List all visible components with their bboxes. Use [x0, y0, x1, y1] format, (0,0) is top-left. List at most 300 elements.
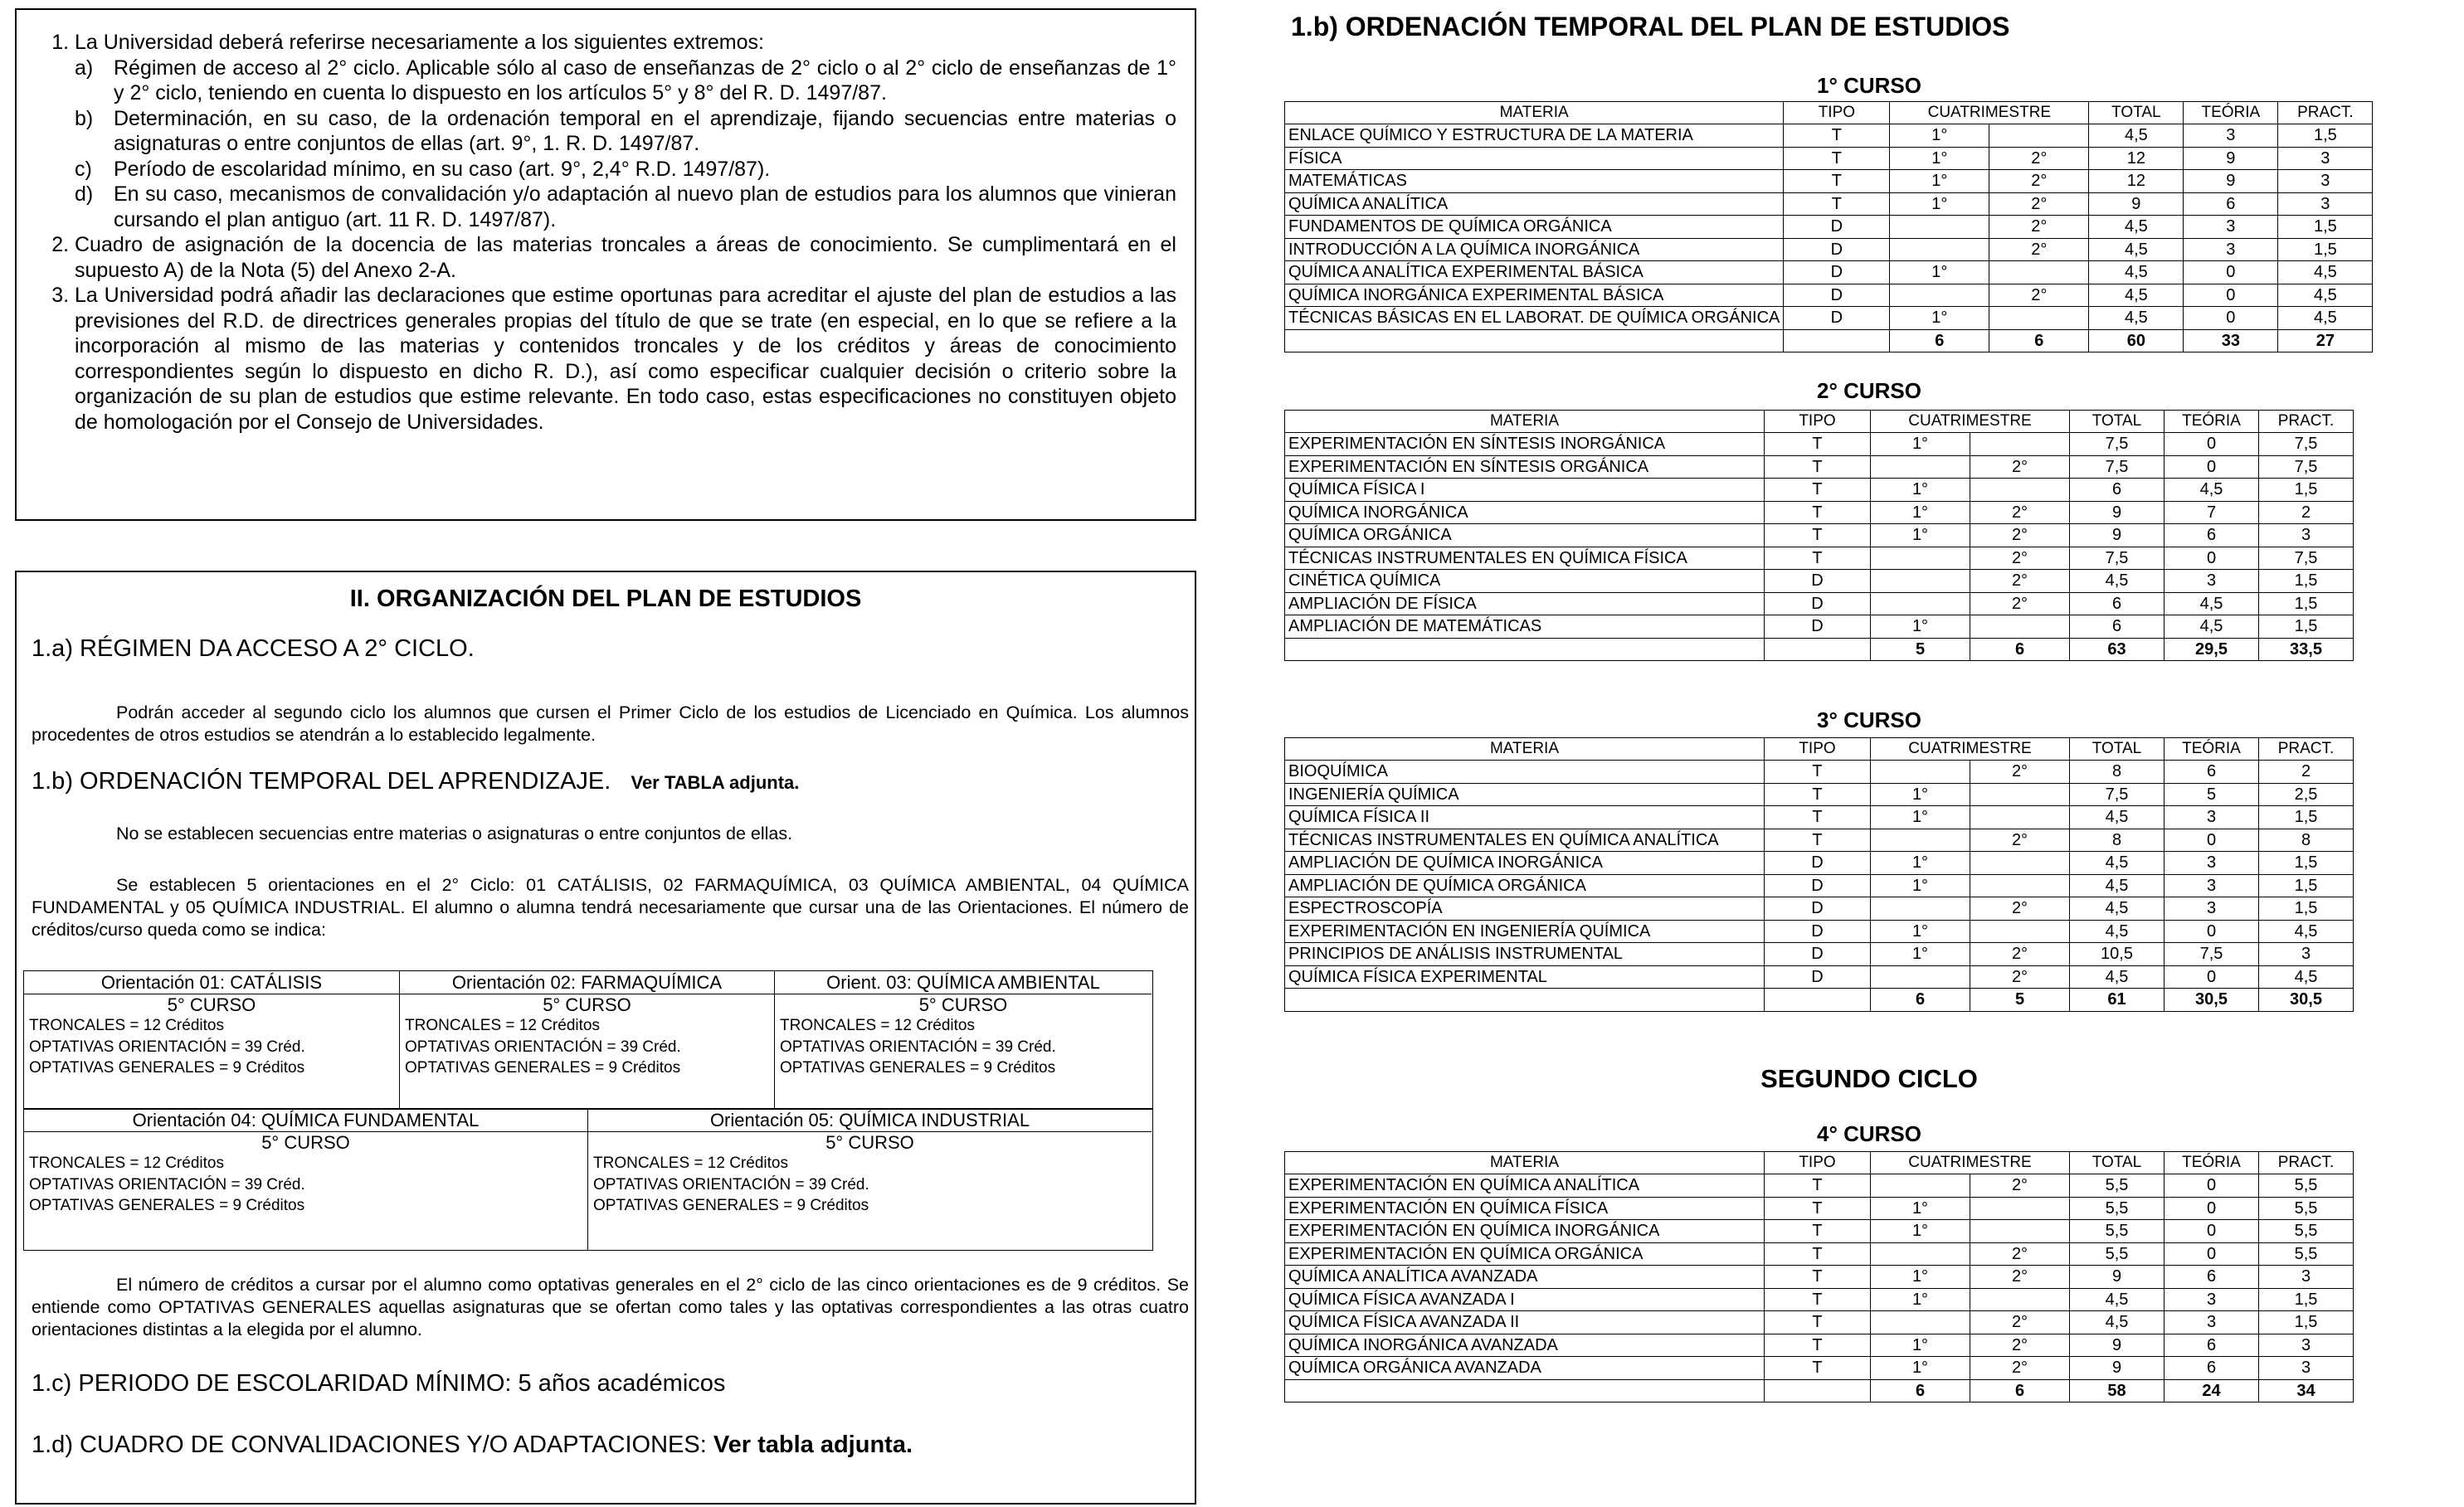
table-row — [1285, 920, 2354, 943]
orientation-line: OPTATIVAS ORIENTACIÓN = 39 Créd. — [29, 1038, 305, 1056]
note-text: En su caso, mecanismos de convalidación y/o adaptación al nuevo plan de estudios para los alumnos que vinieran cursando el plan antiguo (art. 11 R. D. 1497/87). — [114, 182, 1176, 231]
value-cell: T — [1784, 124, 1890, 148]
value-cell: 7,5 — [2070, 455, 2165, 479]
value-cell: 1° — [1890, 170, 1989, 193]
materia-cell: FUNDAMENTOS DE QUÍMICA ORGÁNICA — [1285, 216, 1784, 239]
materia-cell: QUÍMICA ANALÍTICA AVANZADA — [1285, 1266, 1765, 1289]
orientation-01 — [24, 971, 400, 1109]
value-cell: 4,5 — [2278, 307, 2373, 330]
value-cell: 7,5 — [2259, 455, 2354, 479]
value-cell: T — [1765, 1197, 1871, 1220]
note-label: d) — [75, 182, 94, 206]
materia-cell: CINÉTICA QUÍMICA — [1285, 570, 1765, 593]
course-table — [1284, 737, 2354, 1012]
total-cell: 33 — [2184, 329, 2278, 352]
paragraph-1b-1 — [32, 823, 1189, 845]
value-cell: 3 — [2259, 1334, 2354, 1357]
value-cell: T — [1784, 170, 1890, 193]
table-row — [1285, 1311, 2354, 1334]
materia-cell: AMPLIACIÓN DE FÍSICA — [1285, 592, 1765, 615]
value-cell: 2° — [1970, 1357, 2070, 1380]
organization-box — [15, 571, 1196, 1505]
paragraph-creditos — [32, 1274, 1189, 1341]
value-cell: 3 — [2184, 238, 2278, 261]
value-cell: 1° — [1890, 124, 1989, 148]
materia-cell: TÉCNICAS BÁSICAS EN EL LABORAT. DE QUÍMICA ORGÁNICA — [1285, 307, 1784, 330]
column-header: TEÓRIA — [2184, 102, 2278, 124]
value-cell: 8 — [2070, 829, 2165, 852]
materia-cell: EXPERIMENTACIÓN EN SÍNTESIS ORGÁNICA — [1285, 455, 1765, 479]
value-cell: 5,5 — [2070, 1242, 2165, 1266]
note-text: Período de escolaridad mínimo, en su caso (art. 9°, 2,4° R.D. 1497/87). — [114, 157, 771, 181]
value-cell: 2° — [1970, 943, 2070, 966]
table-row — [1285, 570, 2354, 593]
value-cell: 4,5 — [2089, 284, 2184, 307]
value-cell: D — [1765, 852, 1871, 875]
value-cell: 6 — [2070, 592, 2165, 615]
value-cell: D — [1765, 570, 1871, 593]
orientation-header: Orientación 02: FARMAQUÍMICA — [400, 971, 774, 994]
table-row — [1285, 874, 2354, 897]
value-cell: 1,5 — [2259, 592, 2354, 615]
total-cell: 6 — [1970, 1379, 2070, 1402]
column-header: TIPO — [1765, 1152, 1871, 1174]
value-cell — [1989, 124, 2089, 148]
course-4-title: 4° CURSO — [1817, 1121, 1921, 1146]
table-row — [1285, 1220, 2354, 1243]
value-cell: 4,5 — [2259, 920, 2354, 943]
segundo-ciclo-title: SEGUNDO CICLO — [1760, 1064, 1978, 1093]
value-cell: 0 — [2165, 1220, 2259, 1243]
column-header: CUATRIMESTRE — [1890, 102, 2089, 124]
heading-1b-text: 1.b) ORDENACIÓN TEMPORAL DEL APRENDIZAJE. — [32, 768, 611, 795]
heading-1d-text: 1.d) CUADRO DE CONVALIDACIONES Y/O ADAPTACIONES: — [32, 1432, 707, 1458]
value-cell: 1° — [1871, 1334, 1970, 1357]
value-cell: 7,5 — [2165, 943, 2259, 966]
value-cell: 0 — [2165, 1174, 2259, 1198]
column-header: TIPO — [1765, 738, 1871, 761]
orientation-curso: 5° CURSO — [918, 994, 1008, 1015]
value-cell: 2° — [1989, 147, 2089, 170]
value-cell — [1871, 1242, 1970, 1266]
value-cell: 6 — [2165, 1334, 2259, 1357]
total-cell: 6 — [1890, 329, 1989, 352]
table-row — [1285, 592, 2354, 615]
value-cell — [1871, 897, 1970, 921]
course-3-title: 3° CURSO — [1817, 707, 1921, 732]
course-table — [1284, 101, 2373, 352]
materia-cell: ENLACE QUÍMICO Y ESTRUCTURA DE LA MATERIA — [1285, 124, 1784, 148]
note-1c — [75, 157, 1176, 182]
value-cell: 2° — [1970, 1311, 2070, 1334]
value-cell: 9 — [2070, 524, 2165, 547]
value-cell: 3 — [2259, 524, 2354, 547]
orientation-curso: 5° CURSO — [167, 994, 256, 1015]
total-cell: 63 — [2070, 638, 2165, 661]
orientation-line: OPTATIVAS ORIENTACIÓN = 39 Créd. — [29, 1175, 305, 1193]
value-cell: 1,5 — [2259, 897, 2354, 921]
empty-cell — [1765, 1379, 1871, 1402]
value-cell: 0 — [2165, 433, 2259, 456]
value-cell: 1° — [1871, 1357, 1970, 1380]
column-header: PRACT. — [2259, 738, 2354, 761]
value-cell — [1970, 479, 2070, 502]
value-cell: 1° — [1871, 501, 1970, 524]
materia-cell: FÍSICA — [1285, 147, 1784, 170]
value-cell: 5 — [2165, 783, 2259, 806]
table-row — [1285, 170, 2373, 193]
value-cell: 4,5 — [2070, 965, 2165, 989]
materia-cell: QUÍMICA FÍSICA II — [1285, 806, 1765, 829]
value-cell: 4,5 — [2070, 1288, 2165, 1311]
value-cell: 4,5 — [2259, 965, 2354, 989]
value-cell: 1° — [1890, 192, 1989, 216]
total-cell: 30,5 — [2165, 989, 2259, 1012]
value-cell: 1,5 — [2259, 615, 2354, 639]
value-cell: 5,5 — [2259, 1242, 2354, 1266]
value-cell: 3 — [2165, 874, 2259, 897]
value-cell: 0 — [2165, 829, 2259, 852]
value-cell: 1° — [1871, 524, 1970, 547]
table-row — [1285, 783, 2354, 806]
value-cell: 1° — [1871, 943, 1970, 966]
value-cell: 2° — [1970, 1242, 2070, 1266]
total-cell: 6 — [1989, 329, 2089, 352]
table-row — [1285, 1288, 2354, 1311]
value-cell: 4,5 — [2165, 592, 2259, 615]
value-cell: T — [1765, 1357, 1871, 1380]
table-row — [1285, 943, 2354, 966]
value-cell: 6 — [2165, 1357, 2259, 1380]
table-row — [1285, 1357, 2354, 1380]
value-cell: 1,5 — [2259, 1311, 2354, 1334]
materia-cell: TÉCNICAS INSTRUMENTALES EN QUÍMICA ANALÍTICA — [1285, 829, 1765, 852]
table-row — [1285, 455, 2354, 479]
value-cell: 6 — [2070, 479, 2165, 502]
note-text: Determinación, en su caso, de la ordenación temporal en el aprendizaje, fijando secuencias entre materias o asignaturas o entre conjuntos de ellas (art. 9°, 1. R. D. 1497/87. — [114, 106, 1176, 155]
value-cell — [1970, 806, 2070, 829]
column-header: TEÓRIA — [2165, 1152, 2259, 1174]
materia-cell: AMPLIACIÓN DE MATEMÁTICAS — [1285, 615, 1765, 639]
value-cell: T — [1765, 1311, 1871, 1334]
value-cell: 2° — [1970, 761, 2070, 784]
value-cell: 4,5 — [2165, 479, 2259, 502]
empty-cell — [1765, 638, 1871, 661]
value-cell: 7 — [2165, 501, 2259, 524]
totals-row — [1285, 638, 2354, 661]
total-cell: 34 — [2259, 1379, 2354, 1402]
column-header: CUATRIMESTRE — [1871, 1152, 2070, 1174]
value-cell: 2° — [1970, 501, 2070, 524]
value-cell: 1,5 — [2259, 806, 2354, 829]
heading-1c: 1.c) PERIODO DE ESCOLARIDAD MÍNIMO: 5 años académicos — [32, 1370, 726, 1397]
value-cell: D — [1784, 216, 1890, 239]
totals-row — [1285, 1379, 2354, 1402]
value-cell: 3 — [2165, 1288, 2259, 1311]
orientation-line: OPTATIVAS ORIENTACIÓN = 39 Créd. — [593, 1175, 869, 1193]
materia-cell: AMPLIACIÓN DE QUÍMICA ORGÁNICA — [1285, 874, 1765, 897]
total-cell: 33,5 — [2259, 638, 2354, 661]
table-row — [1285, 261, 2373, 284]
value-cell: 8 — [2070, 761, 2165, 784]
value-cell: 7,5 — [2070, 547, 2165, 570]
paragraph-creditos-text: El número de créditos a cursar por el alumno como optativas generales en el 2° ciclo de las cinco orientaciones es de 9 créditos. Se entiende como OPTATIVAS GENERALES aquellas asignaturas que se ofertan como tales y las optativas correspondientes a las otras cuatro orientaciones distintas a la elegida por el alumno. — [32, 1275, 1189, 1339]
value-cell: 5,5 — [2259, 1220, 2354, 1243]
value-cell: 3 — [2259, 1357, 2354, 1380]
column-header: PRACT. — [2259, 411, 2354, 433]
value-cell: 6 — [2165, 1266, 2259, 1289]
value-cell: 1,5 — [2259, 570, 2354, 593]
value-cell: 10,5 — [2070, 943, 2165, 966]
value-cell: 2° — [1989, 170, 2089, 193]
materia-cell: QUÍMICA ANALÍTICA — [1285, 192, 1784, 216]
value-cell — [1871, 570, 1970, 593]
table-row — [1285, 307, 2373, 330]
heading-1b — [32, 768, 799, 795]
total-cell: 29,5 — [2165, 638, 2259, 661]
empty-cell — [1285, 1379, 1765, 1402]
column-header: PRACT. — [2278, 102, 2373, 124]
orientation-grid-row-1 — [23, 970, 1153, 1110]
table-header-row — [1285, 411, 2354, 433]
materia-cell: QUÍMICA INORGÁNICA — [1285, 501, 1765, 524]
value-cell: 2° — [1970, 547, 2070, 570]
value-cell: 0 — [2184, 307, 2278, 330]
value-cell: 1° — [1871, 920, 1970, 943]
value-cell: 3 — [2165, 897, 2259, 921]
value-cell: 2° — [1989, 238, 2089, 261]
value-cell: 3 — [2165, 852, 2259, 875]
table-row — [1285, 965, 2354, 989]
value-cell: 1,5 — [2259, 1288, 2354, 1311]
total-cell: 61 — [2070, 989, 2165, 1012]
column-header: TIPO — [1765, 411, 1871, 433]
table-row — [1285, 852, 2354, 875]
materia-cell: EXPERIMENTACIÓN EN INGENIERÍA QUÍMICA — [1285, 920, 1765, 943]
value-cell: 0 — [2165, 455, 2259, 479]
value-cell: 0 — [2165, 1242, 2259, 1266]
note-1a — [75, 56, 1176, 106]
value-cell: 2° — [1970, 1266, 2070, 1289]
value-cell: 4,5 — [2165, 615, 2259, 639]
value-cell: D — [1784, 238, 1890, 261]
value-cell: 9 — [2070, 1266, 2165, 1289]
value-cell: 3 — [2165, 806, 2259, 829]
value-cell: T — [1765, 455, 1871, 479]
value-cell — [1970, 1220, 2070, 1243]
value-cell — [1871, 829, 1970, 852]
value-cell: 2° — [1989, 216, 2089, 239]
value-cell: 6 — [2184, 192, 2278, 216]
value-cell: D — [1765, 920, 1871, 943]
value-cell: 3 — [2259, 943, 2354, 966]
value-cell: 4,5 — [2070, 570, 2165, 593]
value-cell: 1° — [1890, 261, 1989, 284]
value-cell: 5,5 — [2070, 1174, 2165, 1198]
value-cell: T — [1765, 1242, 1871, 1266]
value-cell: 1,5 — [2259, 874, 2354, 897]
orientation-header: Orient. 03: QUÍMICA AMBIENTAL — [775, 971, 1152, 994]
note-1 — [75, 30, 1176, 232]
column-header: MATERIA — [1285, 738, 1765, 761]
orientation-curso: 5° CURSO — [261, 1132, 350, 1153]
orientation-line: OPTATIVAS GENERALES = 9 Créditos — [780, 1059, 1056, 1077]
value-cell: 9 — [2070, 1357, 2165, 1380]
orientation-03 — [775, 971, 1152, 1109]
table-row — [1285, 479, 2354, 502]
orientation-line: OPTATIVAS GENERALES = 9 Créditos — [29, 1059, 305, 1077]
value-cell: 1° — [1871, 615, 1970, 639]
value-cell: 9 — [2070, 501, 2165, 524]
materia-cell: BIOQUÍMICA — [1285, 761, 1765, 784]
value-cell: 4,5 — [2278, 284, 2373, 307]
value-cell: 0 — [2165, 547, 2259, 570]
note-1-sublist — [75, 56, 1176, 233]
value-cell — [1989, 307, 2089, 330]
value-cell — [1871, 1311, 1970, 1334]
value-cell — [1970, 783, 2070, 806]
orientation-line: OPTATIVAS ORIENTACIÓN = 39 Créd. — [405, 1038, 681, 1056]
column-header: TEÓRIA — [2165, 411, 2259, 433]
value-cell: 0 — [2184, 261, 2278, 284]
materia-cell: QUÍMICA INORGÁNICA AVANZADA — [1285, 1334, 1765, 1357]
value-cell: 3 — [2278, 192, 2373, 216]
table-row — [1285, 615, 2354, 639]
value-cell — [1871, 592, 1970, 615]
materia-cell: EXPERIMENTACIÓN EN QUÍMICA INORGÁNICA — [1285, 1220, 1765, 1243]
value-cell: D — [1784, 307, 1890, 330]
value-cell: 1° — [1871, 433, 1970, 456]
orientation-line: TRONCALES = 12 Créditos — [780, 1017, 975, 1034]
value-cell — [1871, 965, 1970, 989]
value-cell: 4,5 — [2278, 261, 2373, 284]
table-row — [1285, 547, 2354, 570]
column-header: TEÓRIA — [2165, 738, 2259, 761]
value-cell: 1,5 — [2259, 852, 2354, 875]
materia-cell: PRINCIPIOS DE ANÁLISIS INSTRUMENTAL — [1285, 943, 1765, 966]
value-cell: 7,5 — [2259, 433, 2354, 456]
value-cell: 6 — [2165, 524, 2259, 547]
value-cell: 2° — [1989, 284, 2089, 307]
table-row — [1285, 501, 2354, 524]
value-cell — [1970, 615, 2070, 639]
value-cell: 5,5 — [2070, 1197, 2165, 1220]
table-row — [1285, 761, 2354, 784]
value-cell: 1° — [1890, 307, 1989, 330]
paragraph-1a-text: Podrán acceder al segundo ciclo los alumnos que cursen el Primer Ciclo de los estudios de Licenciado en Química. Los alumnos procedentes de otros estudios se atendrán a lo establecido legalmente. — [32, 702, 1189, 745]
value-cell: D — [1765, 965, 1871, 989]
value-cell: 4,5 — [2089, 216, 2184, 239]
value-cell: 5,5 — [2259, 1197, 2354, 1220]
total-cell: 30,5 — [2259, 989, 2354, 1012]
orientation-02 — [400, 971, 775, 1109]
materia-cell: INGENIERÍA QUÍMICA — [1285, 783, 1765, 806]
orientation-line: TRONCALES = 12 Créditos — [29, 1017, 224, 1034]
value-cell: 4,5 — [2089, 238, 2184, 261]
column-header: MATERIA — [1285, 1152, 1765, 1174]
value-cell: 2° — [1970, 592, 2070, 615]
orientation-line: OPTATIVAS GENERALES = 9 Créditos — [29, 1197, 305, 1214]
value-cell: 12 — [2089, 147, 2184, 170]
value-cell: 7,5 — [2259, 547, 2354, 570]
table-row — [1285, 524, 2354, 547]
empty-cell — [1285, 638, 1765, 661]
value-cell — [1871, 1174, 1970, 1198]
value-cell — [1970, 920, 2070, 943]
orientation-header: Orientación 05: QUÍMICA INDUSTRIAL — [588, 1109, 1152, 1132]
value-cell: 2° — [1970, 1334, 2070, 1357]
note-1d — [75, 182, 1176, 232]
value-cell — [1890, 216, 1989, 239]
table-row — [1285, 1197, 2354, 1220]
total-cell: 6 — [1871, 1379, 1970, 1402]
value-cell: 2° — [1970, 455, 2070, 479]
value-cell: 2 — [2259, 761, 2354, 784]
value-cell: T — [1765, 1220, 1871, 1243]
paragraph-1b-1-text: No se establecen secuencias entre materias o asignaturas o entre conjuntos de ellas. — [116, 824, 793, 843]
value-cell: 2 — [2259, 501, 2354, 524]
value-cell: 9 — [2089, 192, 2184, 216]
table-row — [1285, 433, 2354, 456]
value-cell: 7,5 — [2070, 433, 2165, 456]
orientation-line: OPTATIVAS ORIENTACIÓN = 39 Créd. — [780, 1038, 1056, 1056]
value-cell: 5,5 — [2070, 1220, 2165, 1243]
note-1-text: La Universidad deberá referirse necesariamente a los siguientes extremos: — [75, 31, 764, 54]
notes-box — [15, 8, 1196, 521]
value-cell — [1871, 761, 1970, 784]
note-2 — [75, 232, 1176, 283]
empty-cell — [1765, 989, 1871, 1012]
table-row — [1285, 1174, 2354, 1198]
value-cell: T — [1765, 1266, 1871, 1289]
value-cell — [1970, 433, 2070, 456]
course-table — [1284, 410, 2354, 661]
value-cell: T — [1765, 547, 1871, 570]
value-cell: 6 — [2165, 761, 2259, 784]
heading-1a: 1.a) RÉGIMEN DA ACCESO A 2° CICLO. — [32, 635, 475, 662]
course-2-title: 2° CURSO — [1817, 378, 1921, 403]
course-table — [1284, 1151, 2354, 1402]
value-cell: 1,5 — [2278, 216, 2373, 239]
total-cell: 58 — [2070, 1379, 2165, 1402]
value-cell: 4,5 — [2070, 897, 2165, 921]
orientation-line: TRONCALES = 12 Créditos — [593, 1155, 788, 1172]
value-cell: 4,5 — [2070, 920, 2165, 943]
materia-cell: QUÍMICA ANALÍTICA EXPERIMENTAL BÁSICA — [1285, 261, 1784, 284]
materia-cell: EXPERIMENTACIÓN EN QUÍMICA ANALÍTICA — [1285, 1174, 1765, 1198]
value-cell: 1° — [1871, 1220, 1970, 1243]
notes-list — [33, 30, 1176, 435]
table-row — [1285, 192, 2373, 216]
column-header: CUATRIMESTRE — [1871, 738, 2070, 761]
value-cell: 4,5 — [2070, 852, 2165, 875]
value-cell — [1871, 547, 1970, 570]
value-cell: 2° — [1970, 1174, 2070, 1198]
materia-cell: QUÍMICA ORGÁNICA AVANZADA — [1285, 1357, 1765, 1380]
value-cell: 1° — [1871, 874, 1970, 897]
section-title: II. ORGANIZACIÓN DEL PLAN DE ESTUDIOS — [349, 586, 862, 612]
note-label: a) — [75, 56, 94, 80]
note-label: c) — [75, 157, 92, 181]
materia-cell: TÉCNICAS INSTRUMENTALES EN QUÍMICA FÍSICA — [1285, 547, 1765, 570]
column-header: TOTAL — [2070, 1152, 2165, 1174]
value-cell — [1970, 1288, 2070, 1311]
orientation-header: Orientación 04: QUÍMICA FUNDAMENTAL — [24, 1109, 587, 1132]
value-cell: 4,5 — [2089, 124, 2184, 148]
materia-cell: EXPERIMENTACIÓN EN QUÍMICA ORGÁNICA — [1285, 1242, 1765, 1266]
value-cell: 4,5 — [2070, 874, 2165, 897]
note-text: Régimen de acceso al 2° ciclo. Aplicable sólo al caso de enseñanzas de 2° ciclo o al 2° ciclo de enseñanzas de 1° y 2° ciclo, teniendo en cuenta lo dispuesto en los artículos 5° y 8° del R. D. 1497/87. — [114, 56, 1176, 105]
